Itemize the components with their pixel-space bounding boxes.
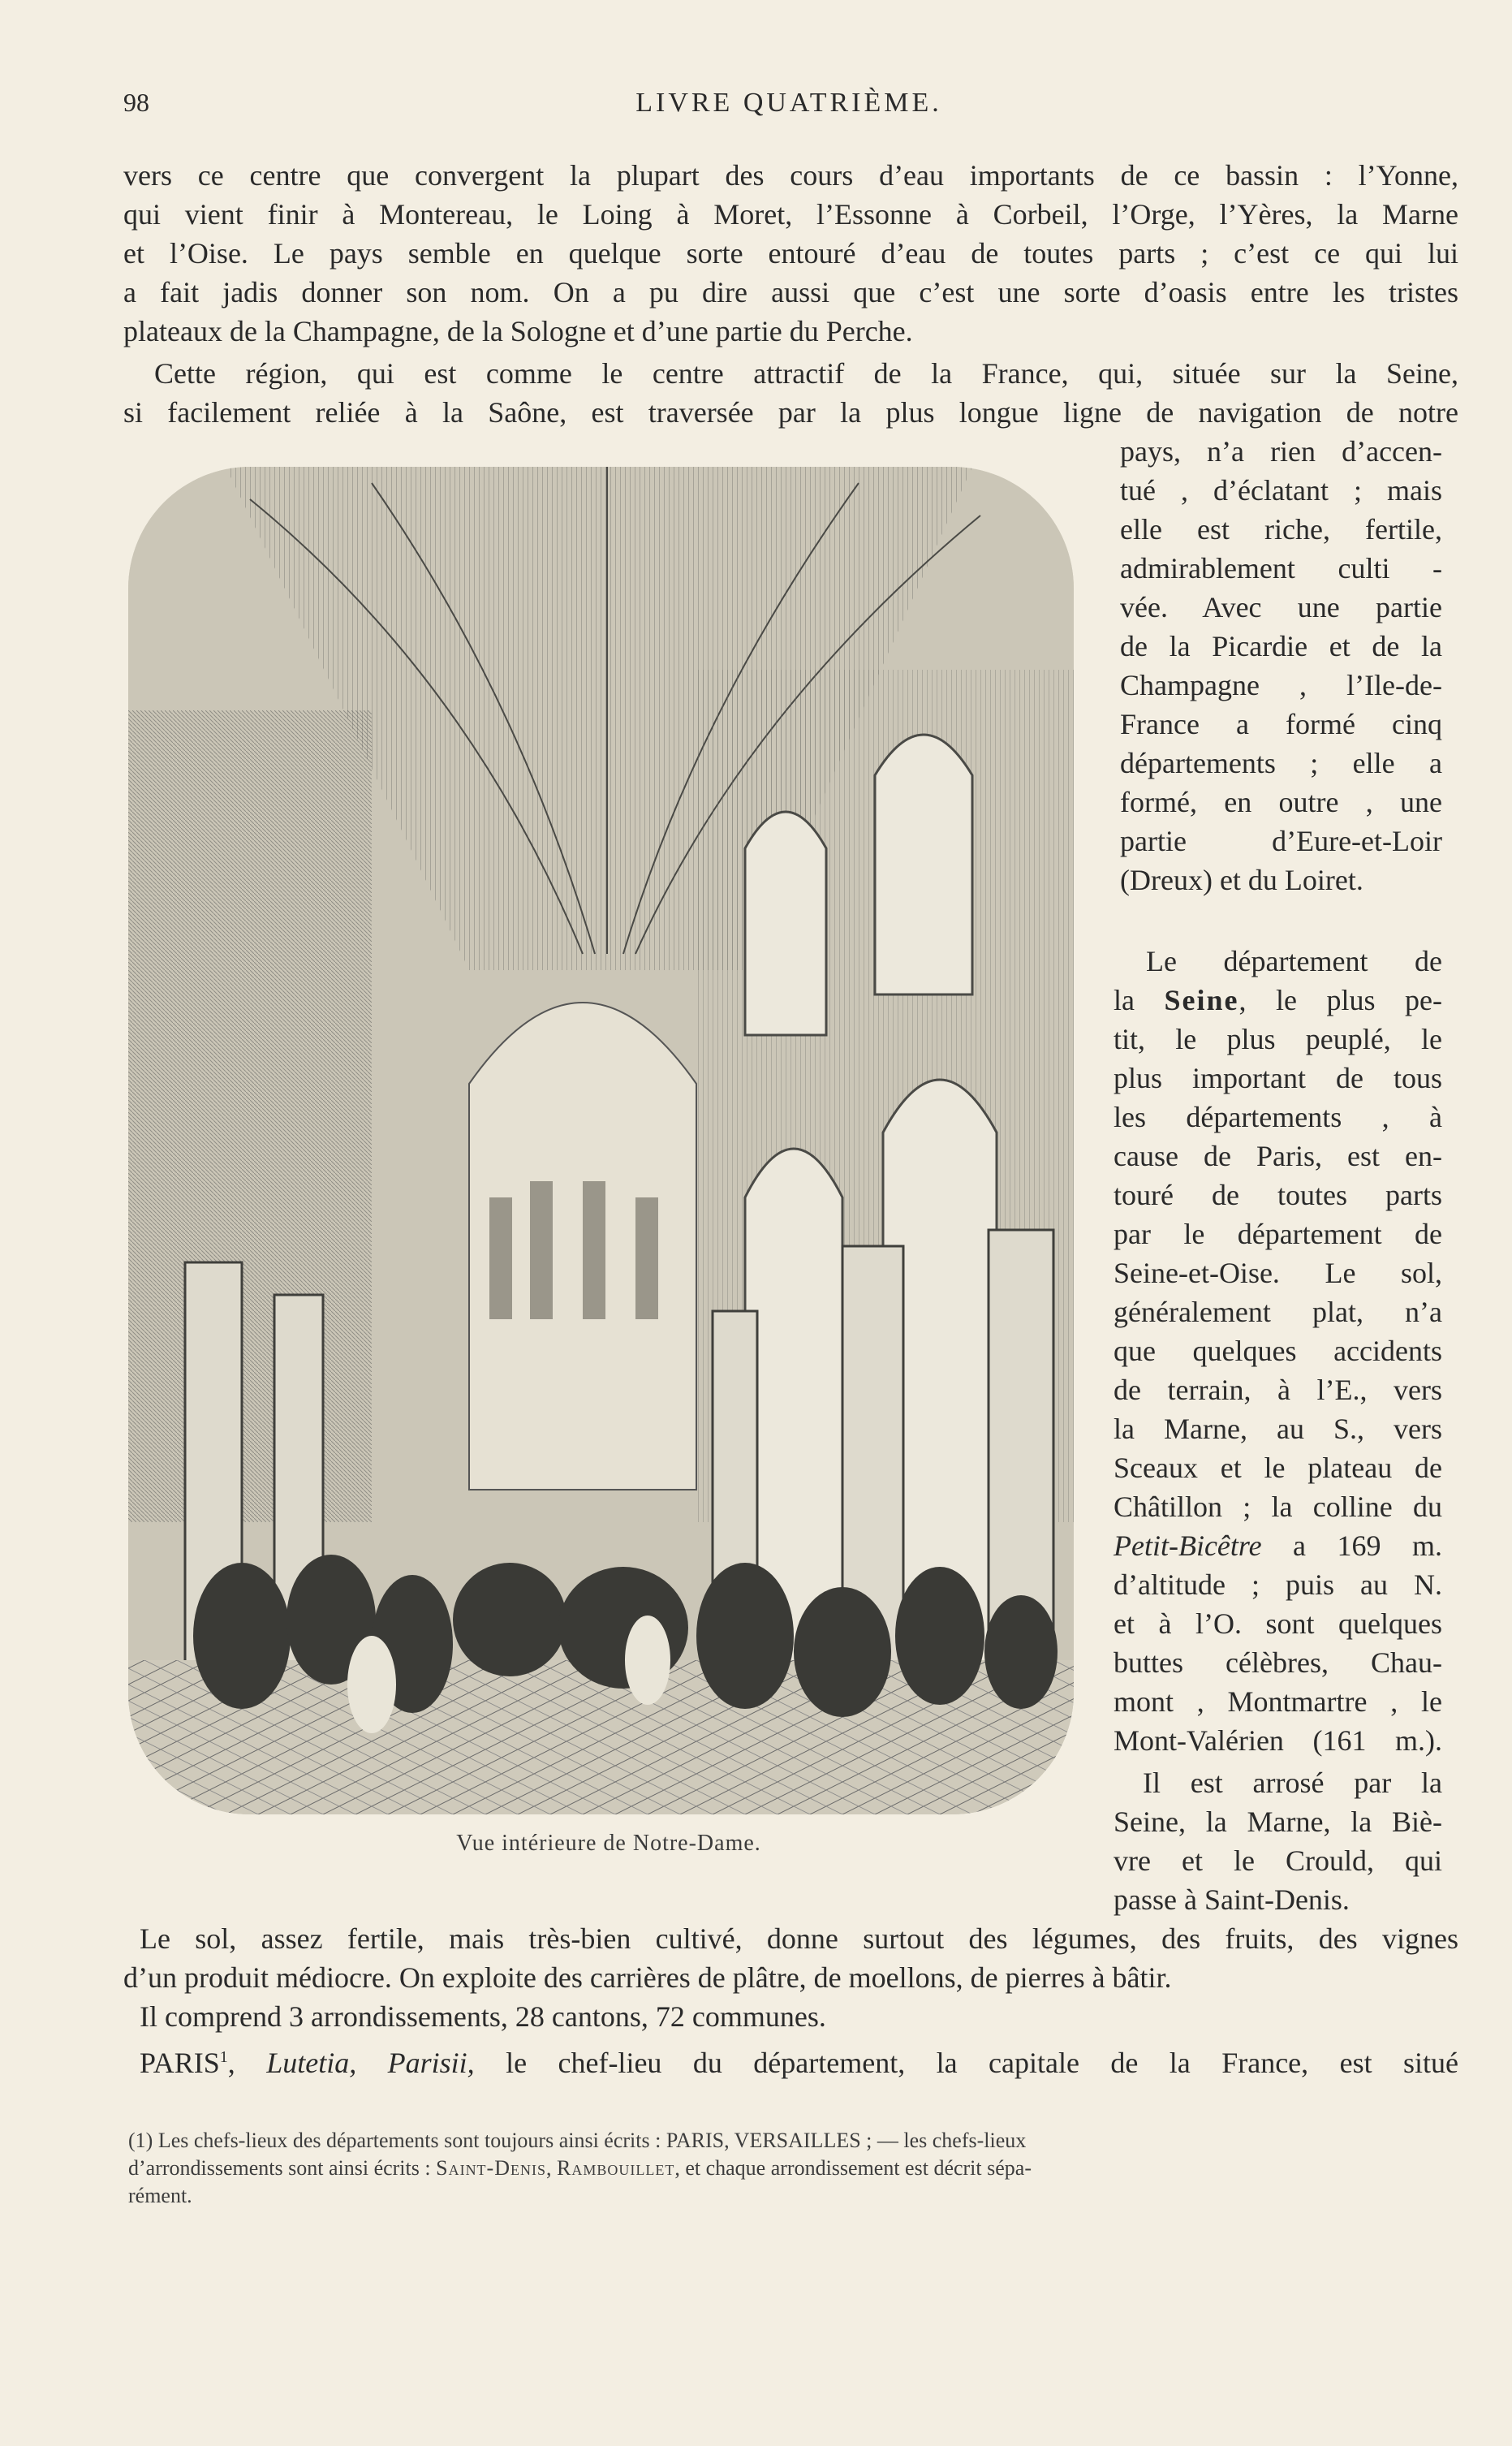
text-line: qui vient finir à Montereau, le Loing à Moret, l’Essonne à Corbeil, l’Orge, l’Yères, la Marne [123, 198, 1458, 231]
figure-caption: Vue intérieure de Notre-Dame. [456, 1831, 761, 1856]
text-span: , et chaque arrondissement est décrit sépa- [674, 2156, 1032, 2180]
text-line [1114, 981, 1442, 1020]
text-line: mont , Montmartre , le [1114, 1685, 1442, 1718]
text-line: Champagne , l’Ile-de- [1120, 669, 1442, 701]
cathedral-engraving [128, 467, 1074, 1814]
footnote-line [128, 2155, 1032, 2182]
text-line: Le sol, assez fertile, mais très-bien cultivé, donne surtout des légumes, des fruits, des vignes [140, 1922, 1458, 1955]
text-line: par le département de [1114, 1218, 1442, 1250]
text-line: si facilement reliée à la Saône, est traversée par la plus longue ligne de navigation de notre [123, 396, 1458, 429]
text-line: d’altitude ; puis au N. [1114, 1568, 1442, 1601]
footnote-line: (1) Les chefs-lieux des départements sont toujours ainsi écrits : PARIS, VERSAILLES ; — les chefs-lieux [128, 2129, 1027, 2152]
text-span: a 169 m. [1261, 1529, 1442, 1562]
text-line: la Marne, au S., vers [1114, 1413, 1442, 1445]
footnote-line: rément. [128, 2184, 192, 2207]
text-line: Seine, la Marne, la Biè- [1114, 1805, 1442, 1838]
text-line: pays, n’a rien d’accen- [1120, 435, 1442, 468]
text-line: tué , d’éclatant ; mais [1120, 474, 1442, 507]
text-line: Mont-Valérien (161 m.). [1114, 1724, 1442, 1757]
text-line: de la Picardie et de la [1120, 630, 1442, 662]
text-line: admirablement culti - [1120, 552, 1442, 585]
text-span: , le plus pe- [1238, 984, 1442, 1016]
text-line: Il est arrosé par la [1143, 1767, 1442, 1799]
smallcaps-text: Rambouillet [557, 2156, 675, 2180]
text-line: partie d’Eure-et-Loir [1120, 825, 1442, 857]
department-name-bold: Seine [1164, 984, 1239, 1016]
text-line: plus important de tous [1114, 1062, 1442, 1094]
text-line: touré de toutes parts [1114, 1179, 1442, 1211]
text-line: Châtillon ; la colline du [1114, 1490, 1442, 1523]
text-line: (Dreux) et du Loiret. [1120, 864, 1363, 896]
text-line: de terrain, à l’E., vers [1114, 1374, 1442, 1406]
text-line: Le département de [1146, 945, 1442, 977]
latin-name-italic: Lutetia, Parisii, [266, 2047, 475, 2079]
text-span: PARIS [140, 2047, 220, 2079]
running-title: LIVRE QUATRIÈME. [635, 88, 942, 118]
text-line: buttes célèbres, Chau- [1114, 1646, 1442, 1679]
text-line: et l’Oise. Le pays semble en quelque sorte entouré d’eau de toutes parts ; c’est ce qui lui [123, 237, 1458, 270]
text-line: que quelques accidents [1114, 1335, 1442, 1367]
text-line: tit, le plus peuplé, le [1114, 1023, 1442, 1055]
text-line: Il comprend 3 arrondissements, 28 cantons, 72 communes. [140, 2000, 826, 2033]
text-line: Seine-et-Oise. Le sol, [1114, 1257, 1442, 1289]
text-span: la [1114, 984, 1165, 1016]
text-line: France a formé cinq [1120, 708, 1442, 740]
text-line: généralement plat, n’a [1114, 1296, 1442, 1328]
text-line: elle est riche, fertile, [1120, 513, 1442, 546]
footnote-marker: 1 [219, 2048, 228, 2066]
text-line: a fait jadis donner son nom. On a pu dire aussi que c’est une sorte d’oasis entre les tristes [123, 276, 1458, 308]
text-line: vers ce centre que convergent la plupart des cours d’eau importants de ce bassin : l’Yonne, [123, 159, 1458, 192]
text-line: Cette région, qui est comme le centre attractif de la France, qui, située sur la Seine, [154, 357, 1458, 390]
text-line: les départements , à [1114, 1101, 1442, 1133]
place-name-italic: Petit-Bicêtre [1114, 1529, 1262, 1562]
text-line: vre et le Crould, qui [1114, 1844, 1442, 1877]
text-line: cause de Paris, est en- [1114, 1140, 1442, 1172]
page-header [123, 88, 1454, 130]
page-number: 98 [123, 88, 149, 117]
text-line: formé, en outre , une [1120, 786, 1442, 818]
text-span: , [227, 2047, 267, 2079]
text-line: départements ; elle a [1120, 747, 1442, 779]
text-line: Sceaux et le plateau de [1114, 1452, 1442, 1484]
text-span: d’arrondissements sont ainsi écrits : [128, 2156, 437, 2180]
text-line: d’un produit médiocre. On exploite des carrières de plâtre, de moellons, de pierres à bâtir. [123, 1961, 1172, 1994]
text-span: , [546, 2156, 557, 2180]
text-line: plateaux de la Champagne, de la Sologne et d’une partie du Perche. [123, 315, 913, 347]
text-line: passe à Saint-Denis. [1114, 1883, 1350, 1916]
text-line [140, 2038, 1458, 2082]
text-line: vée. Avec une partie [1120, 591, 1442, 623]
text-span: le chef-lieu du département, la capitale de la France, est situé [474, 2047, 1459, 2079]
cathedral-illustration [128, 467, 1074, 1814]
smallcaps-text: Saint-Denis [436, 2156, 546, 2180]
text-line: et à l’O. sont quelques [1114, 1607, 1442, 1640]
text-line [1114, 1526, 1442, 1565]
